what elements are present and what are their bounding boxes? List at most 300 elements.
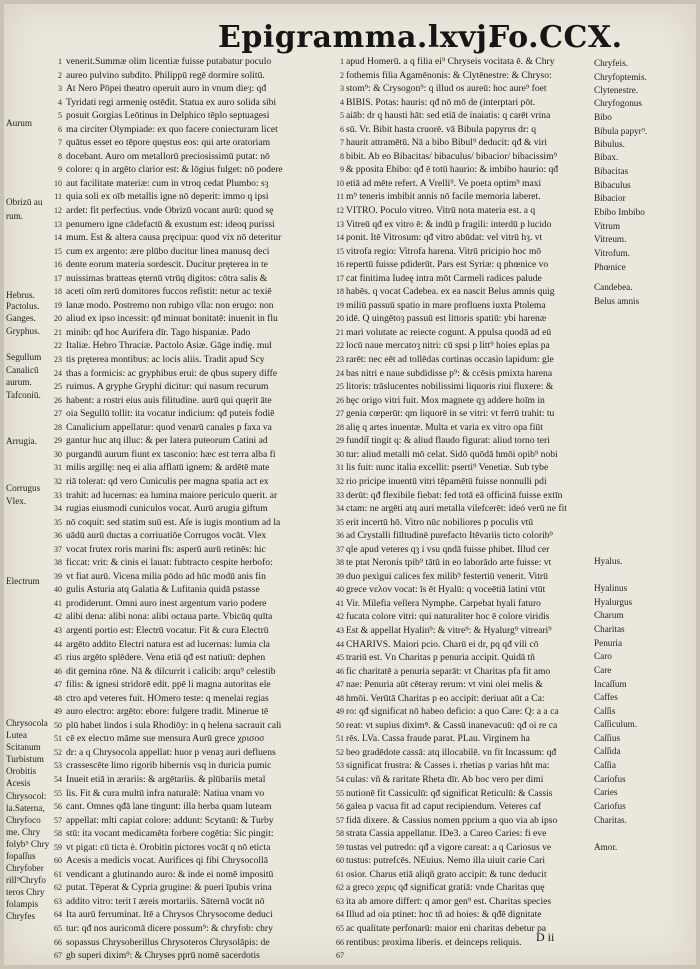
margin-note: Orobitis bbox=[6, 766, 37, 776]
line-number: 15 bbox=[54, 246, 62, 256]
margin-note: Hyalus. bbox=[594, 556, 623, 566]
line-text: crassescēte limo rigorib hibernis vsq in duricia pumic bbox=[66, 760, 272, 772]
line-number: 66 bbox=[54, 937, 62, 947]
line-number: 52 bbox=[336, 747, 344, 757]
line-text: CHARIVS. Maiori pcio. Charū ei dr, pq qđ vili cō bbox=[346, 638, 539, 650]
line-text: tur: qđ nos auricomā dicere possum⁹: & chryfob: chry bbox=[66, 923, 273, 934]
text-line bbox=[54, 868, 334, 882]
margin-note: Chrysocol: bbox=[6, 791, 47, 801]
line-text: bas nitri e naue subdidisse p⁹: & ccēsis pmixta harena bbox=[346, 367, 553, 379]
line-number: 35 bbox=[54, 517, 62, 527]
line-text: ma circiter Olympiade: ex quo facere coniecturam licet bbox=[66, 123, 278, 135]
line-number: 8 bbox=[58, 151, 62, 161]
line-number: 51 bbox=[54, 734, 62, 744]
line-number: 9 bbox=[340, 165, 344, 175]
line-text: aureo pulvino subdito. Philippū regē dormire solitū. bbox=[66, 69, 265, 81]
line-text: ctam: ne argēti atq auri metalla vilefcerēt: ideó verū ne fit bbox=[346, 503, 567, 515]
line-number: 66 bbox=[336, 937, 344, 947]
text-line bbox=[54, 651, 334, 665]
margin-note: Clytenestre. bbox=[594, 85, 639, 95]
text-line bbox=[54, 421, 334, 435]
margin-note: Vitreum. bbox=[594, 234, 627, 244]
text-line bbox=[54, 638, 334, 652]
line-number: 24 bbox=[336, 368, 344, 378]
line-number: 41 bbox=[54, 598, 62, 608]
line-number: 18 bbox=[54, 287, 62, 297]
line-text: trariū est. Vn Charitas p penuria accipit. Quidā tñ bbox=[346, 652, 535, 664]
line-text: duo pexigui calices fex milib⁹ festertiū venerit. Vitrū bbox=[346, 570, 548, 582]
text-line bbox=[336, 759, 586, 773]
text-line bbox=[336, 787, 586, 801]
line-text: Inueit etiā in ærariis: & argētariis. & plūbariis metal bbox=[66, 773, 266, 785]
line-text: Illud ad oia ptinet: hoc tñ ad hoies: & qđē dignitate bbox=[346, 909, 542, 921]
line-text: dr: a q Chrysocola appellat: huor p venaȝ auri defluens bbox=[66, 746, 276, 758]
line-text: BIBIS. Potas: hauris: qđ nō mō de (interptari pōt. bbox=[346, 96, 536, 108]
margin-note: Canalicū bbox=[6, 365, 39, 375]
line-text: tur: aliud metalli mō celat. Sidō quōdā hmōi opib⁹ nobi bbox=[346, 448, 558, 460]
line-number: 52 bbox=[54, 747, 62, 757]
text-line bbox=[54, 339, 334, 353]
line-text: miliū passuū spatio in mare profluens iuxta Ptolema bbox=[346, 299, 546, 311]
margin-note: Cariofus bbox=[594, 801, 626, 811]
line-number: 62 bbox=[54, 883, 62, 893]
text-line bbox=[336, 814, 586, 828]
text-line bbox=[336, 407, 586, 421]
line-number: 34 bbox=[336, 504, 344, 514]
line-number: 43 bbox=[54, 625, 62, 635]
margin-note: la.Saterna, bbox=[6, 803, 45, 813]
text-line bbox=[54, 177, 334, 191]
line-text: riā tolerat: qd vero Cuniculis per magna spatia act ex bbox=[66, 475, 269, 487]
line-number: 41 bbox=[336, 598, 344, 608]
margin-note: rill⁹Chryfo bbox=[6, 875, 46, 885]
line-number: 2 bbox=[58, 70, 62, 80]
text-line bbox=[336, 773, 586, 787]
line-number: 63 bbox=[336, 896, 344, 906]
line-number: 23 bbox=[336, 355, 344, 365]
margin-note: Charum bbox=[594, 610, 624, 620]
line-text: lis fuit: nunc italia excellit: pserti⁹ Venetiæ. Sub tybe bbox=[346, 462, 549, 474]
text-line bbox=[54, 827, 334, 841]
margin-note: Chryfoptemis. bbox=[594, 72, 647, 82]
line-number: 12 bbox=[54, 206, 62, 216]
text-line bbox=[54, 543, 334, 557]
line-text: quātus esset eo tēpore quęstus eos: qui arte oratoriam bbox=[66, 137, 271, 149]
margin-note: Care bbox=[594, 665, 612, 675]
text-line bbox=[336, 624, 586, 638]
text-line bbox=[336, 529, 586, 543]
text-line bbox=[58, 123, 334, 137]
margin-note: Amor. bbox=[594, 842, 618, 852]
line-text: aut facilitate materiæ: cum in vtroq cedat Plumbo: sȝ bbox=[66, 177, 269, 189]
text-line bbox=[58, 69, 334, 83]
line-text: At Nero Pōpei theatro operuit auro in vnum dieȝ: qđ bbox=[66, 83, 267, 95]
line-text: sū. Vr. Bibit hasta cruorē. vā Bibula papyrus dr: q bbox=[346, 123, 537, 135]
line-text: mari volutate ac reiecte cogunt. A ppulsa quodā ad eū bbox=[346, 326, 552, 338]
text-line bbox=[54, 529, 334, 543]
line-number: 20 bbox=[336, 314, 344, 324]
text-line bbox=[54, 610, 334, 624]
line-number: 1 bbox=[340, 57, 344, 66]
line-number: 56 bbox=[336, 802, 344, 812]
line-number: 55 bbox=[336, 788, 344, 798]
line-number: 17 bbox=[54, 273, 62, 283]
text-line bbox=[336, 881, 586, 895]
line-number: 40 bbox=[336, 585, 344, 595]
line-number: 5 bbox=[58, 111, 62, 121]
line-number: 60 bbox=[54, 856, 62, 866]
line-number: 26 bbox=[336, 395, 344, 405]
line-text: apud Homerū. a q filia ei⁹ Chryseis vocitata ē. & Chry bbox=[346, 56, 555, 67]
line-text: habent: a rostri eius auis filitudine. aurū qui quęrit āte bbox=[66, 394, 272, 406]
line-text: Tyridati regi armenię ostēdit. Statua ex auro solida sibi bbox=[66, 96, 277, 108]
line-text: fundit̄ tingit q: & aliud flaudo figurat: aliud torno teri bbox=[346, 435, 550, 447]
text-line bbox=[336, 732, 586, 746]
line-number: 46 bbox=[336, 666, 344, 676]
line-number: 49 bbox=[336, 707, 344, 717]
line-number: 15 bbox=[336, 246, 344, 256]
line-number: 39 bbox=[54, 571, 62, 581]
line-number: 64 bbox=[336, 910, 344, 920]
line-text: appellat: mlti capiat colore: addunt: Scytanū: & Turby bbox=[66, 814, 274, 826]
line-number: 18 bbox=[336, 287, 344, 297]
line-number: 43 bbox=[336, 625, 344, 635]
line-number: 33 bbox=[54, 490, 62, 500]
line-number: 29 bbox=[336, 436, 344, 446]
text-line bbox=[54, 678, 334, 692]
text-line bbox=[54, 190, 334, 204]
text-line bbox=[336, 461, 586, 475]
text-line bbox=[58, 150, 334, 164]
text-line bbox=[336, 827, 586, 841]
text-line bbox=[54, 556, 334, 570]
text-line bbox=[336, 570, 586, 584]
margin-note: Tafconiū. bbox=[6, 390, 41, 400]
line-text: rarēt: nec eēt ad tollēdas cortinas occasio lapidum: gle bbox=[346, 354, 554, 366]
line-number: 4 bbox=[58, 97, 62, 107]
line-number: 13 bbox=[54, 219, 62, 229]
text-line bbox=[336, 665, 586, 679]
text-line bbox=[340, 163, 586, 177]
line-number: 61 bbox=[54, 869, 62, 879]
text-line bbox=[54, 800, 334, 814]
text-line bbox=[336, 583, 586, 597]
line-text: ardet: fit perfectius. vnde Obrizū vocant aurū: quod sę bbox=[66, 205, 274, 217]
margin-note: Caſſius bbox=[594, 733, 621, 743]
line-text: rio pricipe inuentū vitri tēpamētū fuisse nonnulli pdi bbox=[346, 475, 547, 487]
line-number: 48 bbox=[54, 693, 62, 703]
line-number: 42 bbox=[336, 612, 344, 622]
margin-note: Caſſis bbox=[594, 706, 616, 716]
line-text: Est & appellat Hyalin⁹: & vitre⁹: & Hyalurg⁹ vitreari⁹ bbox=[346, 624, 552, 636]
text-line bbox=[336, 272, 586, 286]
line-text: ponit. Itē Vitrosum: qđ vitro abūdat: vel vitrū hȝ. vt bbox=[346, 232, 543, 244]
line-text: gulis Asturia atq Galatia & Lufitania quidā pstasse bbox=[66, 584, 260, 596]
line-number: 57 bbox=[54, 815, 62, 825]
text-line bbox=[340, 150, 586, 164]
line-text: argenti portio est: Electrū vocatur. Fit & cura Electrū bbox=[66, 624, 269, 636]
line-number: 65 bbox=[336, 924, 344, 933]
line-text: & pposita Ebibo: qđ ē totū haurio: & imbibo haurio: qđ bbox=[346, 164, 559, 176]
line-text: etiā ad mēte refert. A Vrelli⁹. Ve poeta optim⁹ maxi bbox=[346, 177, 542, 189]
line-text: fic charitatē a penuria separāt: vt Charitas pfa fit amo bbox=[346, 665, 551, 677]
text-line bbox=[336, 692, 586, 706]
text-line bbox=[336, 421, 586, 435]
text-line bbox=[54, 854, 334, 868]
text-line bbox=[54, 353, 334, 367]
line-number: 28 bbox=[54, 422, 62, 432]
left-text-column bbox=[54, 55, 334, 963]
line-text: ctro apd veteres fuit. HOmero teste: q menelai regias bbox=[66, 692, 269, 704]
text-line bbox=[340, 55, 586, 69]
line-text: derūt: qđ flexibile fiebat: fed totā eā officinā fuisse extīn bbox=[346, 489, 563, 501]
line-text: venerit.Summæ olim licentiæ fuisse putabatur poculo bbox=[66, 56, 272, 67]
text-line bbox=[54, 272, 334, 286]
line-text: habēs. q vocat Cadebea. ex ea nascit Belus amnis quig bbox=[346, 286, 555, 298]
line-text: Acesis a medicis vocat. Aurifices qi fibi Chrysocollā bbox=[66, 855, 268, 867]
line-text: auro electro: argēto: ebore: fulgere tradit. Minerue tē bbox=[66, 706, 269, 718]
margin-note: Pactolus. bbox=[6, 301, 40, 311]
line-number: 40 bbox=[54, 585, 62, 595]
text-line bbox=[336, 394, 586, 408]
line-text: aiāb: dr q hausti hāt: sed etiā de inaiatis: q carēt vrina bbox=[346, 110, 551, 122]
text-line bbox=[336, 800, 586, 814]
text-line bbox=[336, 177, 586, 191]
line-number: 38 bbox=[54, 558, 62, 568]
line-text: trahit: ad lucernas: ea lumina maiore periculo querit. ar bbox=[66, 489, 278, 501]
margin-note: folyb⁹ Chry bbox=[6, 839, 50, 849]
text-line bbox=[336, 516, 586, 530]
text-line bbox=[54, 719, 334, 733]
line-text: genia cœperūt: qm liquorē in se vitri: vt ferrū trahit: tu bbox=[346, 408, 555, 420]
line-text: argēto addito Electri natura est ad lucernas: lumia cla bbox=[66, 638, 270, 650]
line-text: repertū fuisse pdiderūt. Pars est Syriæ: q phœnice vo bbox=[346, 259, 549, 271]
text-line bbox=[336, 841, 586, 855]
line-number: 64 bbox=[54, 910, 62, 920]
line-text: cat finitima Iudeę intra mōt Carmeli radices palude bbox=[346, 272, 542, 284]
line-number: 29 bbox=[54, 436, 62, 446]
line-text: rentibus: proxima liberis. et deinceps reliquis. bbox=[346, 936, 522, 948]
margin-note: Ganges. bbox=[6, 313, 36, 323]
line-text: tis pręterea montibus: ac locis aliis. Tradit apud Scy bbox=[66, 354, 265, 366]
line-text: aliud ex ipso incessit: qđ minuat bonitatē: inuenit in flu bbox=[66, 313, 278, 325]
line-number: 11 bbox=[54, 192, 62, 202]
text-line bbox=[336, 258, 586, 272]
margin-note: Chryfober bbox=[6, 863, 44, 873]
line-text: cē ex electro māme sue mensura Aurū grece χρισoσ bbox=[66, 733, 265, 745]
text-line bbox=[58, 163, 334, 177]
line-text: bibit. Ab eo Bibacitas/ bibaculus/ bibacior/ bibacissim⁹ bbox=[346, 150, 557, 162]
line-text: purgandū aurum fiunt ex tasconio: hæc est terra alba fi bbox=[66, 448, 276, 460]
margin-note: Chryfes bbox=[6, 911, 36, 921]
text-line bbox=[336, 651, 586, 665]
text-line bbox=[336, 908, 586, 922]
line-number: 5 bbox=[340, 111, 344, 121]
line-text: minib: qđ hoc Aurifera dīr. Tago hispaniæ. Pado bbox=[66, 326, 251, 338]
line-number: 19 bbox=[336, 300, 344, 310]
line-text: nutionē fit Cassiculū: qđ significat Reticulū: & Cassis bbox=[346, 787, 553, 799]
text-line bbox=[54, 936, 334, 950]
text-line bbox=[340, 109, 586, 123]
margin-note: fopaſſus bbox=[6, 851, 36, 861]
line-text: Canalicium appellatur: quod venarū canales p faxa va bbox=[66, 421, 272, 433]
text-line bbox=[54, 245, 334, 259]
line-number: 65 bbox=[54, 924, 62, 933]
line-text: tustas vel putredo: qđ a vigore careat: a q Cariosus ve bbox=[346, 841, 552, 853]
line-number: 27 bbox=[336, 409, 344, 419]
line-number: 62 bbox=[336, 883, 344, 893]
line-number: 34 bbox=[54, 504, 62, 514]
margin-note: Bibaculus bbox=[594, 180, 631, 190]
margin-note: rum. bbox=[6, 211, 24, 221]
line-text: filis: & ignesi stridorē edit. ppē li magna autoritas ele bbox=[66, 679, 271, 691]
margin-note: Charitas bbox=[594, 624, 625, 634]
margin-note: Chryfeis. bbox=[594, 58, 628, 68]
line-number: 10 bbox=[54, 178, 62, 188]
line-number: 49 bbox=[54, 707, 62, 717]
line-text: Vitreū qđ ex vitro ē: & indū p fragili: interdū p lucido bbox=[346, 218, 552, 230]
text-line bbox=[336, 380, 586, 394]
margin-note: Bibacior bbox=[594, 193, 626, 203]
line-number: 14 bbox=[336, 233, 344, 243]
line-number: 61 bbox=[336, 869, 344, 879]
line-text: idē. Q uingētoȝ passuū est littoris spatiū: ybi harenæ bbox=[346, 313, 547, 325]
text-line bbox=[54, 475, 334, 489]
text-line bbox=[336, 489, 586, 503]
text-line bbox=[336, 448, 586, 462]
margin-note: Hyalurgus bbox=[594, 597, 633, 607]
line-number: 31 bbox=[336, 463, 344, 473]
margin-note: aurum. bbox=[6, 377, 32, 387]
text-line bbox=[336, 895, 586, 909]
line-text: cant. Omnes qđā lane tingunt: illa herba quam luteam bbox=[66, 801, 272, 813]
line-number: 2 bbox=[340, 70, 344, 80]
text-line bbox=[54, 597, 334, 611]
line-number: 3 bbox=[58, 84, 62, 94]
text-line bbox=[336, 190, 586, 204]
text-line bbox=[54, 908, 334, 922]
text-line bbox=[336, 434, 586, 448]
line-text: putat. Tēperat & Cypria grugine: & pueri īpubis vrina bbox=[66, 882, 272, 894]
margin-note: Vlex. bbox=[6, 496, 27, 506]
line-number: 27 bbox=[54, 409, 62, 419]
line-text: thas a formicis: ac gryphibus erui: de qbus supery diffe bbox=[66, 367, 278, 379]
folio-number: Fo.CCX. bbox=[488, 20, 623, 55]
line-number: 14 bbox=[54, 233, 62, 243]
text-line bbox=[336, 326, 586, 340]
line-number: 44 bbox=[336, 639, 344, 649]
margin-note: Incaſſum bbox=[594, 679, 627, 689]
text-line bbox=[336, 705, 586, 719]
text-line bbox=[58, 82, 334, 96]
line-text: culas: vñ & raritate Rheta dīr. Ab hoc vero per dimi bbox=[346, 773, 544, 785]
text-line bbox=[336, 868, 586, 882]
line-number: 16 bbox=[336, 260, 344, 270]
line-text: reat: vt supius diximꝰ. & Cassū inanevacuū: qđ oi re ca bbox=[346, 719, 558, 731]
text-line bbox=[336, 949, 586, 963]
text-line bbox=[336, 299, 586, 313]
line-number: 30 bbox=[54, 449, 62, 459]
line-text: strata Cassia appellatur. IDe3. a Careo Caries: fi eve bbox=[346, 828, 547, 840]
text-line bbox=[54, 692, 334, 706]
margin-note: Vitrofum. bbox=[594, 248, 630, 258]
line-text: ro: qđ significat nō habeo deficio: a quo Care: Q: a a ca bbox=[346, 706, 559, 718]
line-text: vocat frutex roris marini fīs: asperū aurū retinēs: hic bbox=[66, 543, 266, 555]
line-text: docebant. Auro om metallorū preciosissimū putat: nō bbox=[66, 150, 270, 162]
text-line bbox=[54, 502, 334, 516]
text-line bbox=[54, 665, 334, 679]
line-text: rēs. LVa. Cassa fraude parat. PLau. Virginem ha bbox=[346, 733, 530, 745]
margin-note: Electrum bbox=[6, 576, 40, 586]
line-number: 63 bbox=[54, 896, 62, 906]
line-text: te ptat Neronis tpib⁹ tātū in eo laborādo arte fuisse: vt bbox=[346, 557, 552, 569]
line-text: osior. Charus etiā aliqñ grato accipit: & tunc deducit bbox=[346, 868, 547, 880]
line-number: 10 bbox=[336, 178, 344, 188]
line-text: locū naue mercatoȝ nitri: cū spsi p litt⁹ hoies eplas pa bbox=[346, 340, 550, 352]
text-line bbox=[54, 367, 334, 381]
line-number: 16 bbox=[54, 260, 62, 270]
line-text: sopassus Chrysoberillus Chrysoteros Chrysolāpis: de bbox=[66, 936, 270, 948]
line-number: 38 bbox=[336, 558, 344, 568]
line-text: alibi dena: alibi nona: alibi octaua parte. Vbicūq quīta bbox=[66, 611, 273, 623]
text-line bbox=[336, 475, 586, 489]
line-number: 54 bbox=[54, 774, 62, 784]
text-line bbox=[54, 949, 334, 963]
line-number: 23 bbox=[54, 355, 62, 365]
line-text: Ita aurū ferruminat. Itē a Chrysos Chrysocome deduci bbox=[66, 909, 273, 921]
line-number: 25 bbox=[336, 382, 344, 392]
line-number: 67 bbox=[54, 951, 62, 961]
text-line bbox=[336, 231, 586, 245]
text-line bbox=[54, 407, 334, 421]
text-line bbox=[336, 204, 586, 218]
line-text: aceti oīm rerū domitores fuccos refistit: netur ac texiē bbox=[66, 286, 272, 298]
text-line bbox=[54, 705, 334, 719]
line-number: 45 bbox=[54, 653, 62, 663]
line-text: vt fiat aurū. Vicena milia pōdo ad hūc modū anis fin bbox=[66, 570, 266, 582]
line-number: 19 bbox=[54, 300, 62, 310]
line-text: a greco χερις qđ significat gratiā: vnde Charitas quę bbox=[346, 882, 545, 894]
margin-note: Scitanum bbox=[6, 742, 41, 752]
text-line bbox=[54, 218, 334, 232]
text-line bbox=[336, 678, 586, 692]
text-line bbox=[336, 285, 586, 299]
line-number: 22 bbox=[336, 341, 344, 351]
text-line bbox=[340, 82, 586, 96]
text-line bbox=[54, 326, 334, 340]
text-line bbox=[336, 597, 586, 611]
text-line bbox=[54, 814, 334, 828]
text-line bbox=[54, 258, 334, 272]
line-number: 37 bbox=[54, 544, 62, 554]
margin-note: Penuria bbox=[594, 638, 623, 648]
text-line bbox=[54, 489, 334, 503]
text-line bbox=[54, 231, 334, 245]
text-line bbox=[54, 881, 334, 895]
margin-note: Belus amnis bbox=[594, 296, 640, 306]
line-number: 36 bbox=[336, 531, 344, 541]
line-number: 47 bbox=[336, 680, 344, 690]
line-number: 45 bbox=[336, 653, 344, 663]
line-text: VITRO. Poculo vitreo. Vitrū nota materia est. a q bbox=[346, 205, 536, 217]
margin-note: Hyalinus bbox=[594, 583, 628, 593]
margin-note: Bibax. bbox=[594, 152, 619, 162]
line-text: vendicant a glutinando auro: & inde ei nomē impositū bbox=[66, 868, 274, 880]
text-line bbox=[58, 109, 334, 123]
line-text: m⁹ teneris imbibit annis nō facile memoria laberet. bbox=[346, 191, 541, 203]
line-text: gantur huc atq illuc: & per latera puteorum Catini ad bbox=[66, 435, 268, 447]
margin-note: folampis bbox=[6, 899, 39, 909]
